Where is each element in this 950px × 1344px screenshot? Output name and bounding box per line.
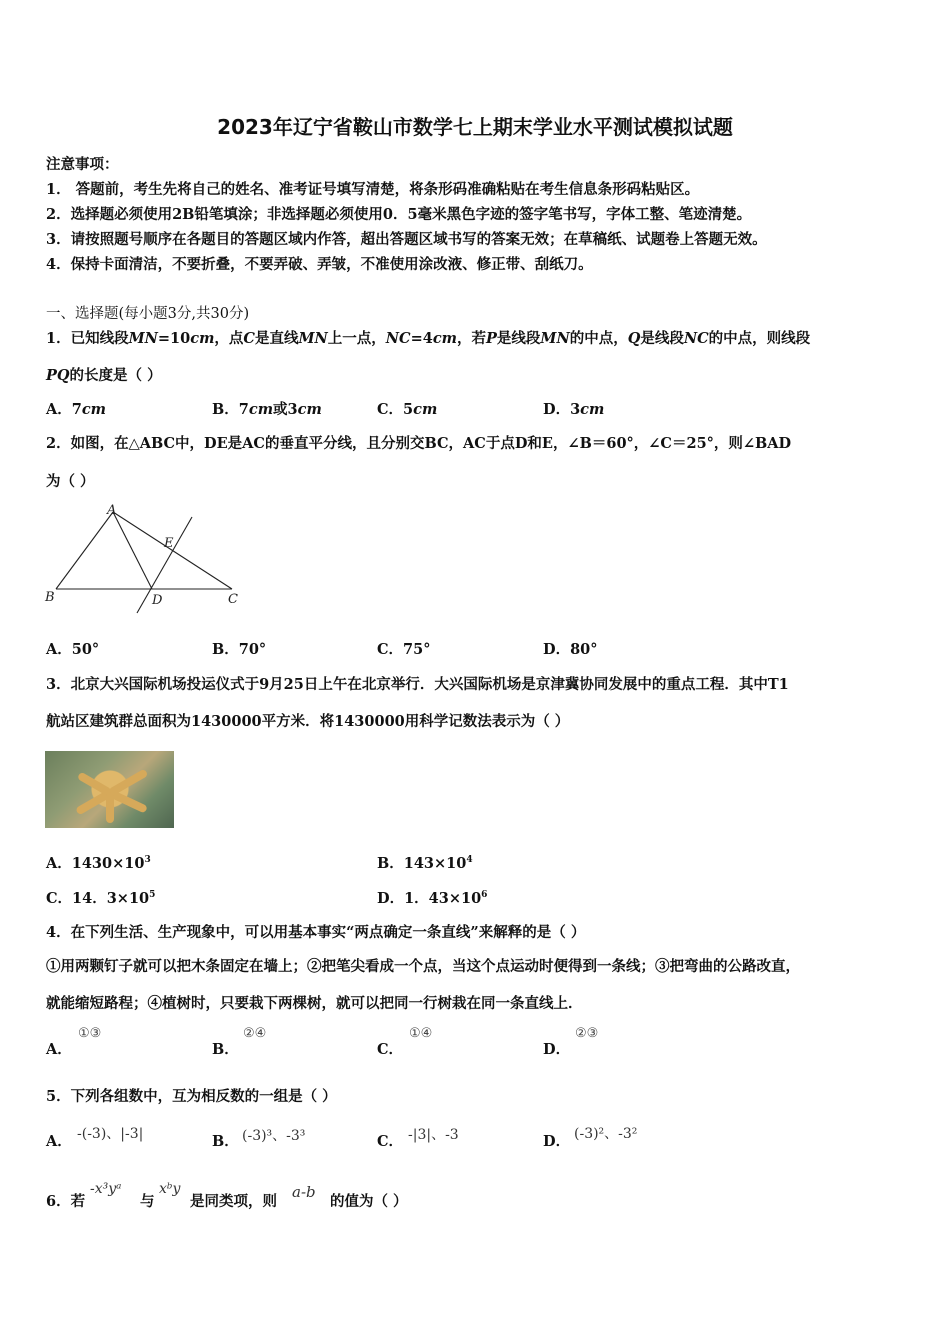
label-b: B [45,590,55,605]
page-title: 2023年辽宁省鞍山市数学七上期末学业水平测试模拟试题 [217,115,733,139]
question-3-stem-cont: 航站区建筑群总面积为1430000平方米．将1430000用科学记数法表示为（ ） [46,713,570,730]
label-e: E [164,536,174,551]
perpendicular-bisector-de [137,517,192,613]
q5-option-a[interactable]: A． [46,1133,72,1150]
notice-item: 1． 答题前，考生先将自己的姓名、准考证号填写清楚，将条形码准确粘贴在考生信息条形码粘贴区。 [46,181,700,198]
segment-ad [113,512,152,589]
label-c: C [228,592,238,607]
question-6-mid: 与 [140,1193,155,1210]
question-6-term2: xᵇy [159,1181,181,1197]
question-6-text: 是同类项，则 [190,1193,277,1210]
q5-option-c[interactable]: C． [377,1133,404,1150]
question-4-stem: 4．在下列生活、生产现象中，可以用基本事实“两点确定一条直线”来解释的是（ ） [46,924,586,941]
notice-item: 4．保持卡面清洁，不要折叠，不要弄破、弄皱，不准使用涂改液、修正带、刮纸刀。 [46,256,593,273]
question-6-term1: -x³yᵃ [90,1181,122,1197]
question-6-expr: a-b [292,1183,316,1201]
q2-option-b[interactable]: B．70° [212,641,267,658]
label-a: A [107,503,117,518]
q3-option-c[interactable]: C．14．$3\times 10^5$ [46,890,156,907]
question-1-stem: 1．已知线段MN=10cm，点C是直线MN上一点，NC=4cm，若P是线段MN的中点，Q是线段NC的中点，则线段 [46,330,811,347]
label-d: D [152,593,163,608]
q2-option-d[interactable]: D．80° [543,641,598,658]
segment-ab [56,512,113,589]
q4-option-b[interactable]: B． [212,1041,239,1058]
question-2-stem-cont: 为（ ） [46,473,95,490]
question-6-prefix: 6．若 [46,1193,86,1210]
q3-option-b[interactable]: B．$143\times 10^4$ [377,855,473,872]
question-2-stem: 2．如图，在△ABC中，DE是AC的垂直平分线，且分别交BC，AC于点D和E，∠B＝60°，∠C＝25°，则∠BAD [46,435,792,452]
q5-option-c-expr: -|3|、-3 [408,1127,459,1143]
q4-option-d[interactable]: D． [543,1041,571,1058]
q4-option-a[interactable]: A． [46,1041,72,1058]
notice-heading: 注意事项： [46,156,119,173]
question-4-stem-cont: 就能缩短路程；④植树时，只要栽下两棵树，就可以把同一行树栽在同一条直线上． [46,995,583,1012]
airport-photo [45,751,174,828]
q4-option-c[interactable]: C． [377,1041,404,1058]
q4-option-c-value: ①④ [409,1026,433,1041]
q1-option-a[interactable]: A．7cm [46,401,107,418]
triangle-figure [40,500,250,618]
q2-option-a[interactable]: A．50° [46,641,100,658]
q4-option-d-value: ②③ [575,1026,599,1041]
q1-option-b[interactable]: B．7cm或3cm [212,401,322,418]
q2-option-c[interactable]: C．75° [377,641,431,658]
q1-option-c[interactable]: C．5cm [377,401,438,418]
question-3-stem: 3．北京大兴国际机场投运仪式于9月25日上午在北京举行．大兴国际机场是京津冀协同发展中的重点工程．其中T1 [46,676,789,693]
section-heading: 一、选择题(每小题3分,共30分) [46,306,250,322]
question-4-stem-cont: ①用两颗钉子就可以把木条固定在墙上；②把笔尖看成一个点，当这个点运动时便得到一条线；③把弯曲的公路改直， [46,958,800,975]
q4-option-b-value: ②④ [243,1026,267,1041]
notice-item: 2．选择题必须使用2B铅笔填涂；非选择题必须使用0．5毫米黑色字迹的签字笔书写，字体工整、笔迹清楚。 [46,206,752,223]
question-6-suffix: 的值为（ ） [330,1193,408,1210]
notice-item: 3．请按照题号顺序在各题目的答题区域内作答，超出答题区域书写的答案无效；在草稿纸、试题卷上答题无效。 [46,231,767,248]
q1-option-d[interactable]: D．3cm [543,401,605,418]
q5-option-b[interactable]: B． [212,1133,239,1150]
q5-option-d[interactable]: D． [543,1133,571,1150]
q5-option-d-expr: (-3)²、-3² [574,1126,638,1142]
q5-option-a-expr: -(-3)、|-3| [77,1126,144,1142]
q3-option-a[interactable]: A．$1430\times 10^3$ [46,855,151,872]
q4-option-a-value: ①③ [78,1026,102,1041]
question-5-stem: 5．下列各组数中，互为相反数的一组是（ ） [46,1088,337,1105]
q3-option-d[interactable]: D．1．$43\times 10^6$ [377,890,488,907]
question-1-stem-cont: PQ的长度是（ ） [46,367,162,384]
q5-option-b-expr: (-3)³、-3³ [242,1128,306,1144]
